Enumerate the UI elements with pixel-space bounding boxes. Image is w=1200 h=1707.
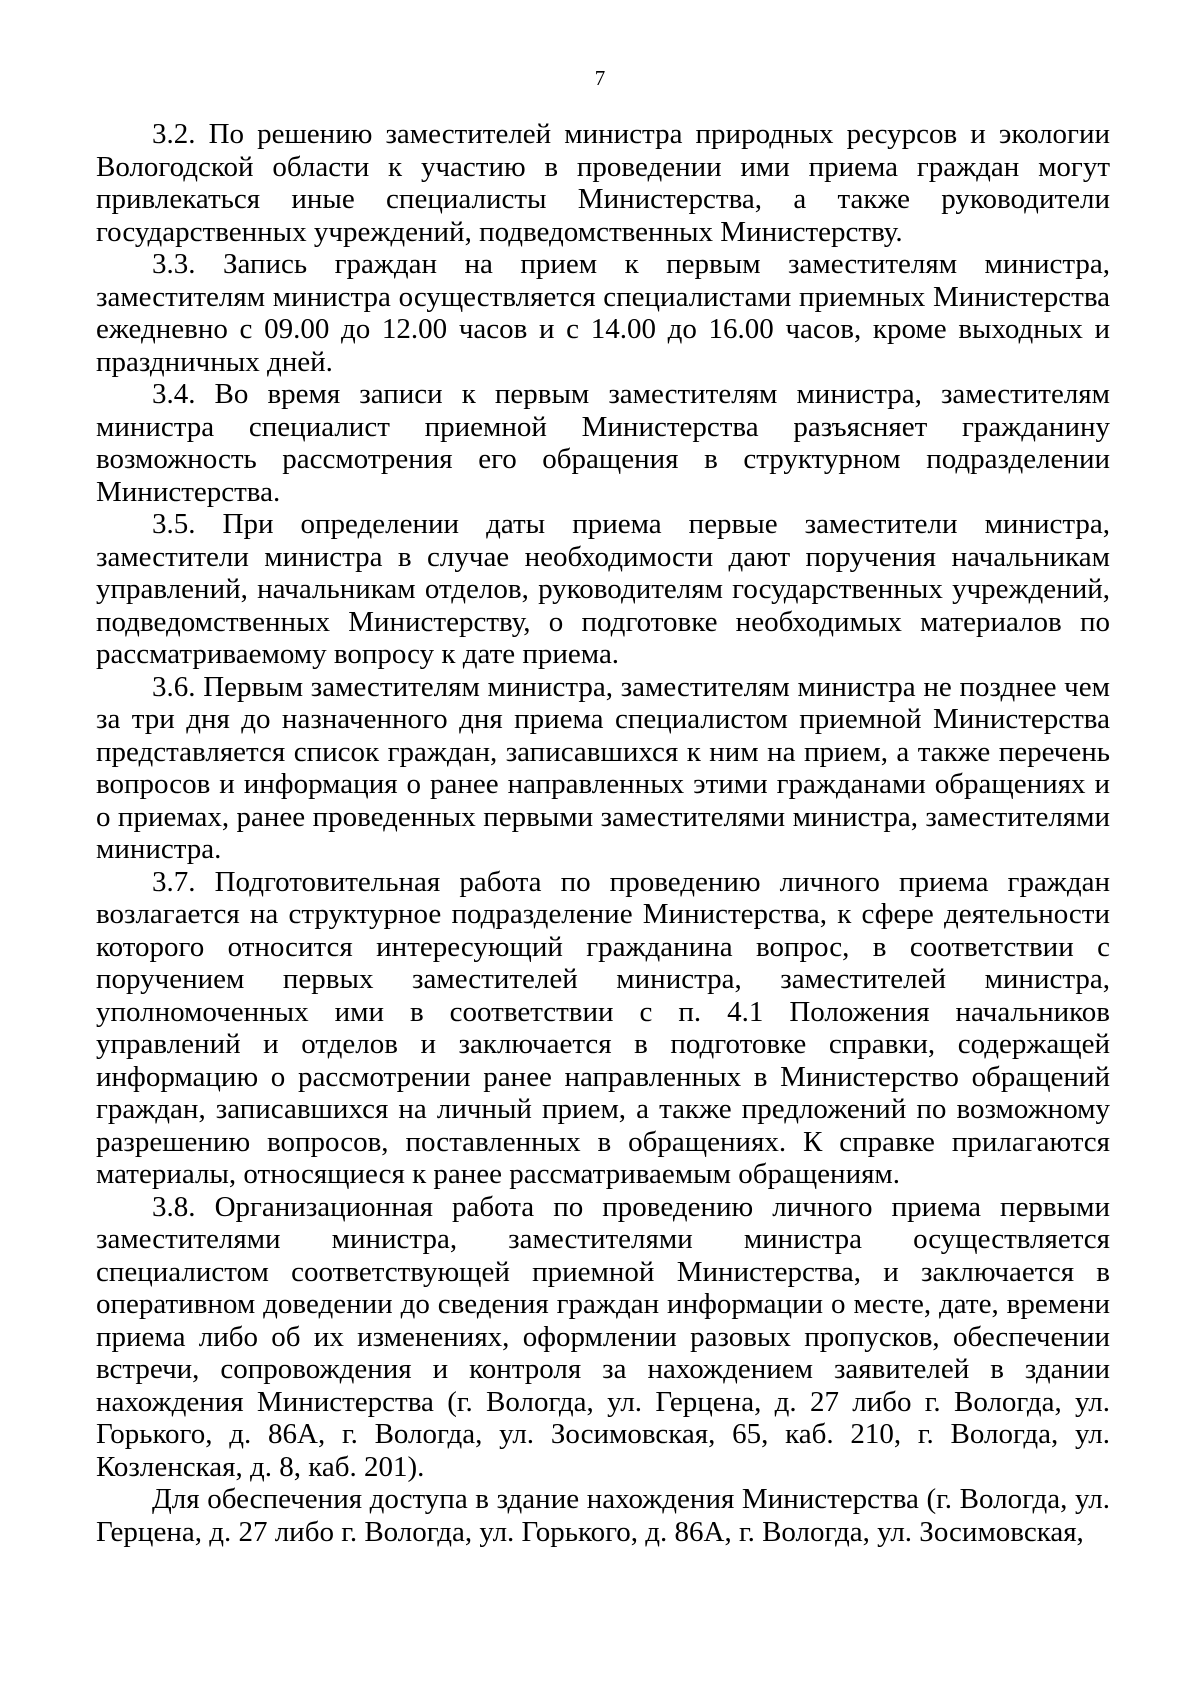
paragraph-3-5: 3.5. При определении даты приема первые заместители министра, заместители министра в случае необходимости дают поручения начальникам управлений, начальникам отделов, руководителям государственных учреждений, подведомственных Министерству, о подготовке необходимых материалов по рассматриваемому вопросу к дате приема. <box>96 508 1110 670</box>
paragraph-3-4: 3.4. Во время записи к первым заместителям министра, заместителям министра специалист приемной Министерства разъясняет гражданину возможность рассмотрения его обращения в структурном подразделении Министерства. <box>96 378 1110 508</box>
document-body <box>96 118 1110 1548</box>
paragraph-3-6: 3.6. Первым заместителям министра, заместителям министра не позднее чем за три дня до назначенного дня приема специалистом приемной Министерства представляется список граждан, записавшихся к ним на прием, а также перечень вопросов и информация о ранее направленных этими гражданами обращениях и о приемах, ранее проведенных первыми заместителями министра, заместителями министра. <box>96 670 1110 865</box>
paragraph-3-2: 3.2. По решению заместителей министра природных ресурсов и экологии Вологодской области к участию в проведении ими приема граждан могут привлекаться иные специалисты Министерства, а также руководители государственных учреждений, подведомственных Министерству. <box>96 118 1110 248</box>
page-number: 7 <box>594 66 606 90</box>
paragraph-3-7: 3.7. Подготовительная работа по проведению личного приема граждан возлагается на структурное подразделение Министерства, к сфере деятельности которого относится интересующий гражданина вопрос, в соответствии с поручением первых заместителей министра, заместителей министра, уполномоченных ими в соответствии с п. 4.1 Положения начальников управлений и отделов и заключается в подготовке справки, содержащей информацию о рассмотрении ранее направленных в Министерство обращений граждан, записавшихся на личный прием, а также предложений по возможному разрешению вопросов, поставленных в обращениях. К справке прилагаются материалы, относящиеся к ранее рассматриваемым обращениям. <box>96 865 1110 1190</box>
paragraph-3-8: 3.8. Организационная работа по проведению личного приема первыми заместителями министра, заместителями министра осуществляется специалистом соответствующей приемной Министерства, и заключается в оперативном доведении до сведения граждан информации о месте, дате, времени приема либо об их изменениях, оформлении разовых пропусков, обеспечении встречи, сопровождения и контроля за нахождением заявителей в здании нахождения Министерства (г. Вологда, ул. Герцена, д. 27 либо г. Вологда, ул. Горького, д. 86А, г. Вологда, ул. Зосимовская, 65, каб. 210, г. Вологда, ул. Козленская, д. 8, каб. 201). <box>96 1190 1110 1483</box>
paragraph-3-3: 3.3. Запись граждан на прием к первым заместителям министра, заместителям министра осуществляется специалистами приемных Министерства ежедневно с 09.00 до 12.00 часов и с 14.00 до 16.00 часов, кроме выходных и праздничных дней. <box>96 248 1110 378</box>
paragraph-access: Для обеспечения доступа в здание нахождения Министерства (г. Вологда, ул. Герцена, д. 27 либо г. Вологда, ул. Горького, д. 86А, г. Вологда, ул. Зосимовская, <box>96 1483 1110 1548</box>
